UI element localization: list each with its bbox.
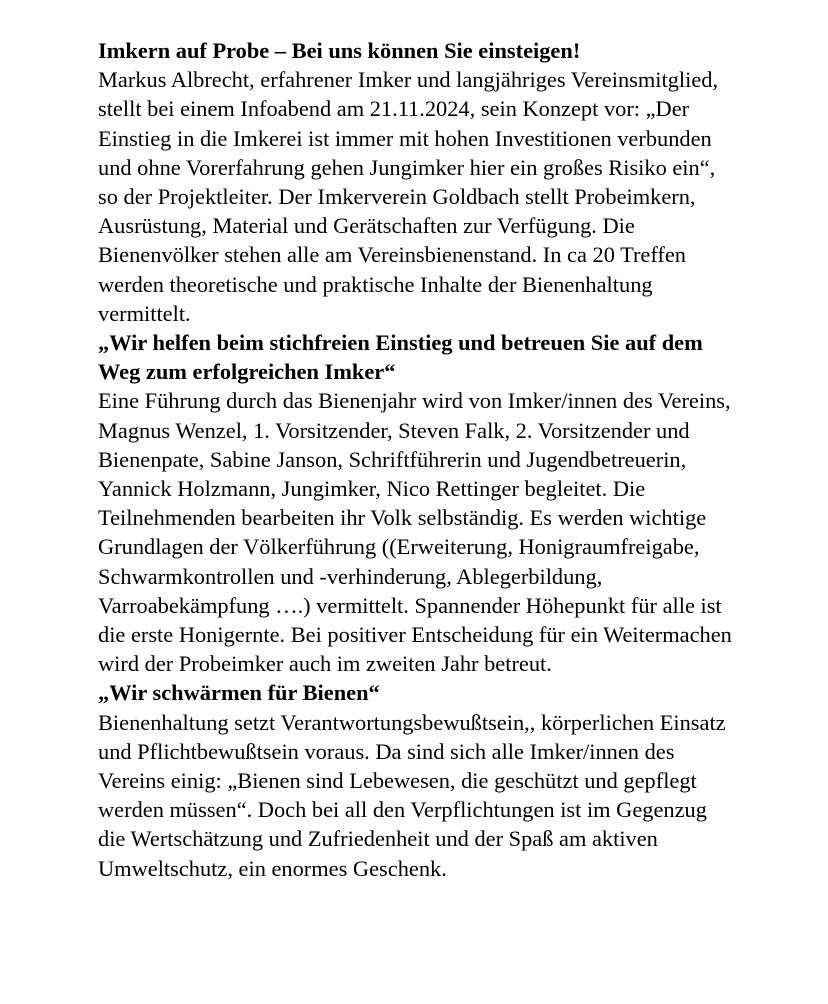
document-body [98, 36, 738, 883]
article-title: Imkern auf Probe – Bei uns können Sie einsteigen! [98, 38, 581, 63]
section-heading-bees: „Wir schwärmen für Bienen“ [98, 680, 380, 706]
section-paragraph-bees: Bienenhaltung setzt Verantwortungsbewußtsein,, körperlichen Einsatz und Pflichtbewußtsein voraus. Da sind sich alle Imker/innen des Vereins einig: „Bienen sind Lebewesen, die geschützt und gepflegt werden müssen“. Doch bei all den Verpflichtungen ist im Gegenzug die Wertschätzung und Zufriedenheit und der Spaß am aktiven Umweltschutz, ein enormes Geschenk. [98, 709, 726, 881]
section-paragraph-support: Eine Führung durch das Bienenjahr wird von Imker/innen des Vereins, Magnus Wenzel, 1. Vorsitzender, Steven Falk, 2. Vorsitzender und Bienenpate, Sabine Janson, Schriftführerin und Jugendbetreuerin, Yannick Holzmann, Jungimker, Nico Rettinger begleitet. Die Teilnehmenden bearbeiten ihr Volk selbständig. Es werden wichtige Grundlagen der Völkerführung ((Erweiterung, Honigraumfreigabe, Schwarmkontrollen und -verhinderung, Ablegerbildung, Varroabekämpfung ….) vermittelt. Spannender Höhepunkt für alle ist die erste Honigernte. Bei positiver Entscheidung für ein Weitermachen wird der Probeimker auch im zweiten Jahr betreut. [98, 388, 732, 677]
intro-paragraph: Markus Albrecht, erfahrener Imker und langjähriges Vereinsmitglied, stellt bei einem Infoabend am 21.11.2024, sein Konzept vor: „Der Einstieg in die Imkerei ist immer mit hohen Investitionen verbunden und ohne Vorerfahrung gehen Jungimker hier ein großes Risiko ein“, so der Projektleiter. Der Imkerverein Goldbach stellt Probeimkern, Ausrüstung, Material und Gerätschaften zur Verfügung. Die Bienenvölker stehen alle am Vereinsbienenstand. In ca 20 Treffen werden theoretische und praktische Inhalte der Bienenhaltung vermittelt. [98, 67, 719, 326]
section-heading-support: „Wir helfen beim stichfreien Einstieg und betreuen Sie auf dem Weg zum erfolgreichen Imker“ [98, 330, 703, 385]
